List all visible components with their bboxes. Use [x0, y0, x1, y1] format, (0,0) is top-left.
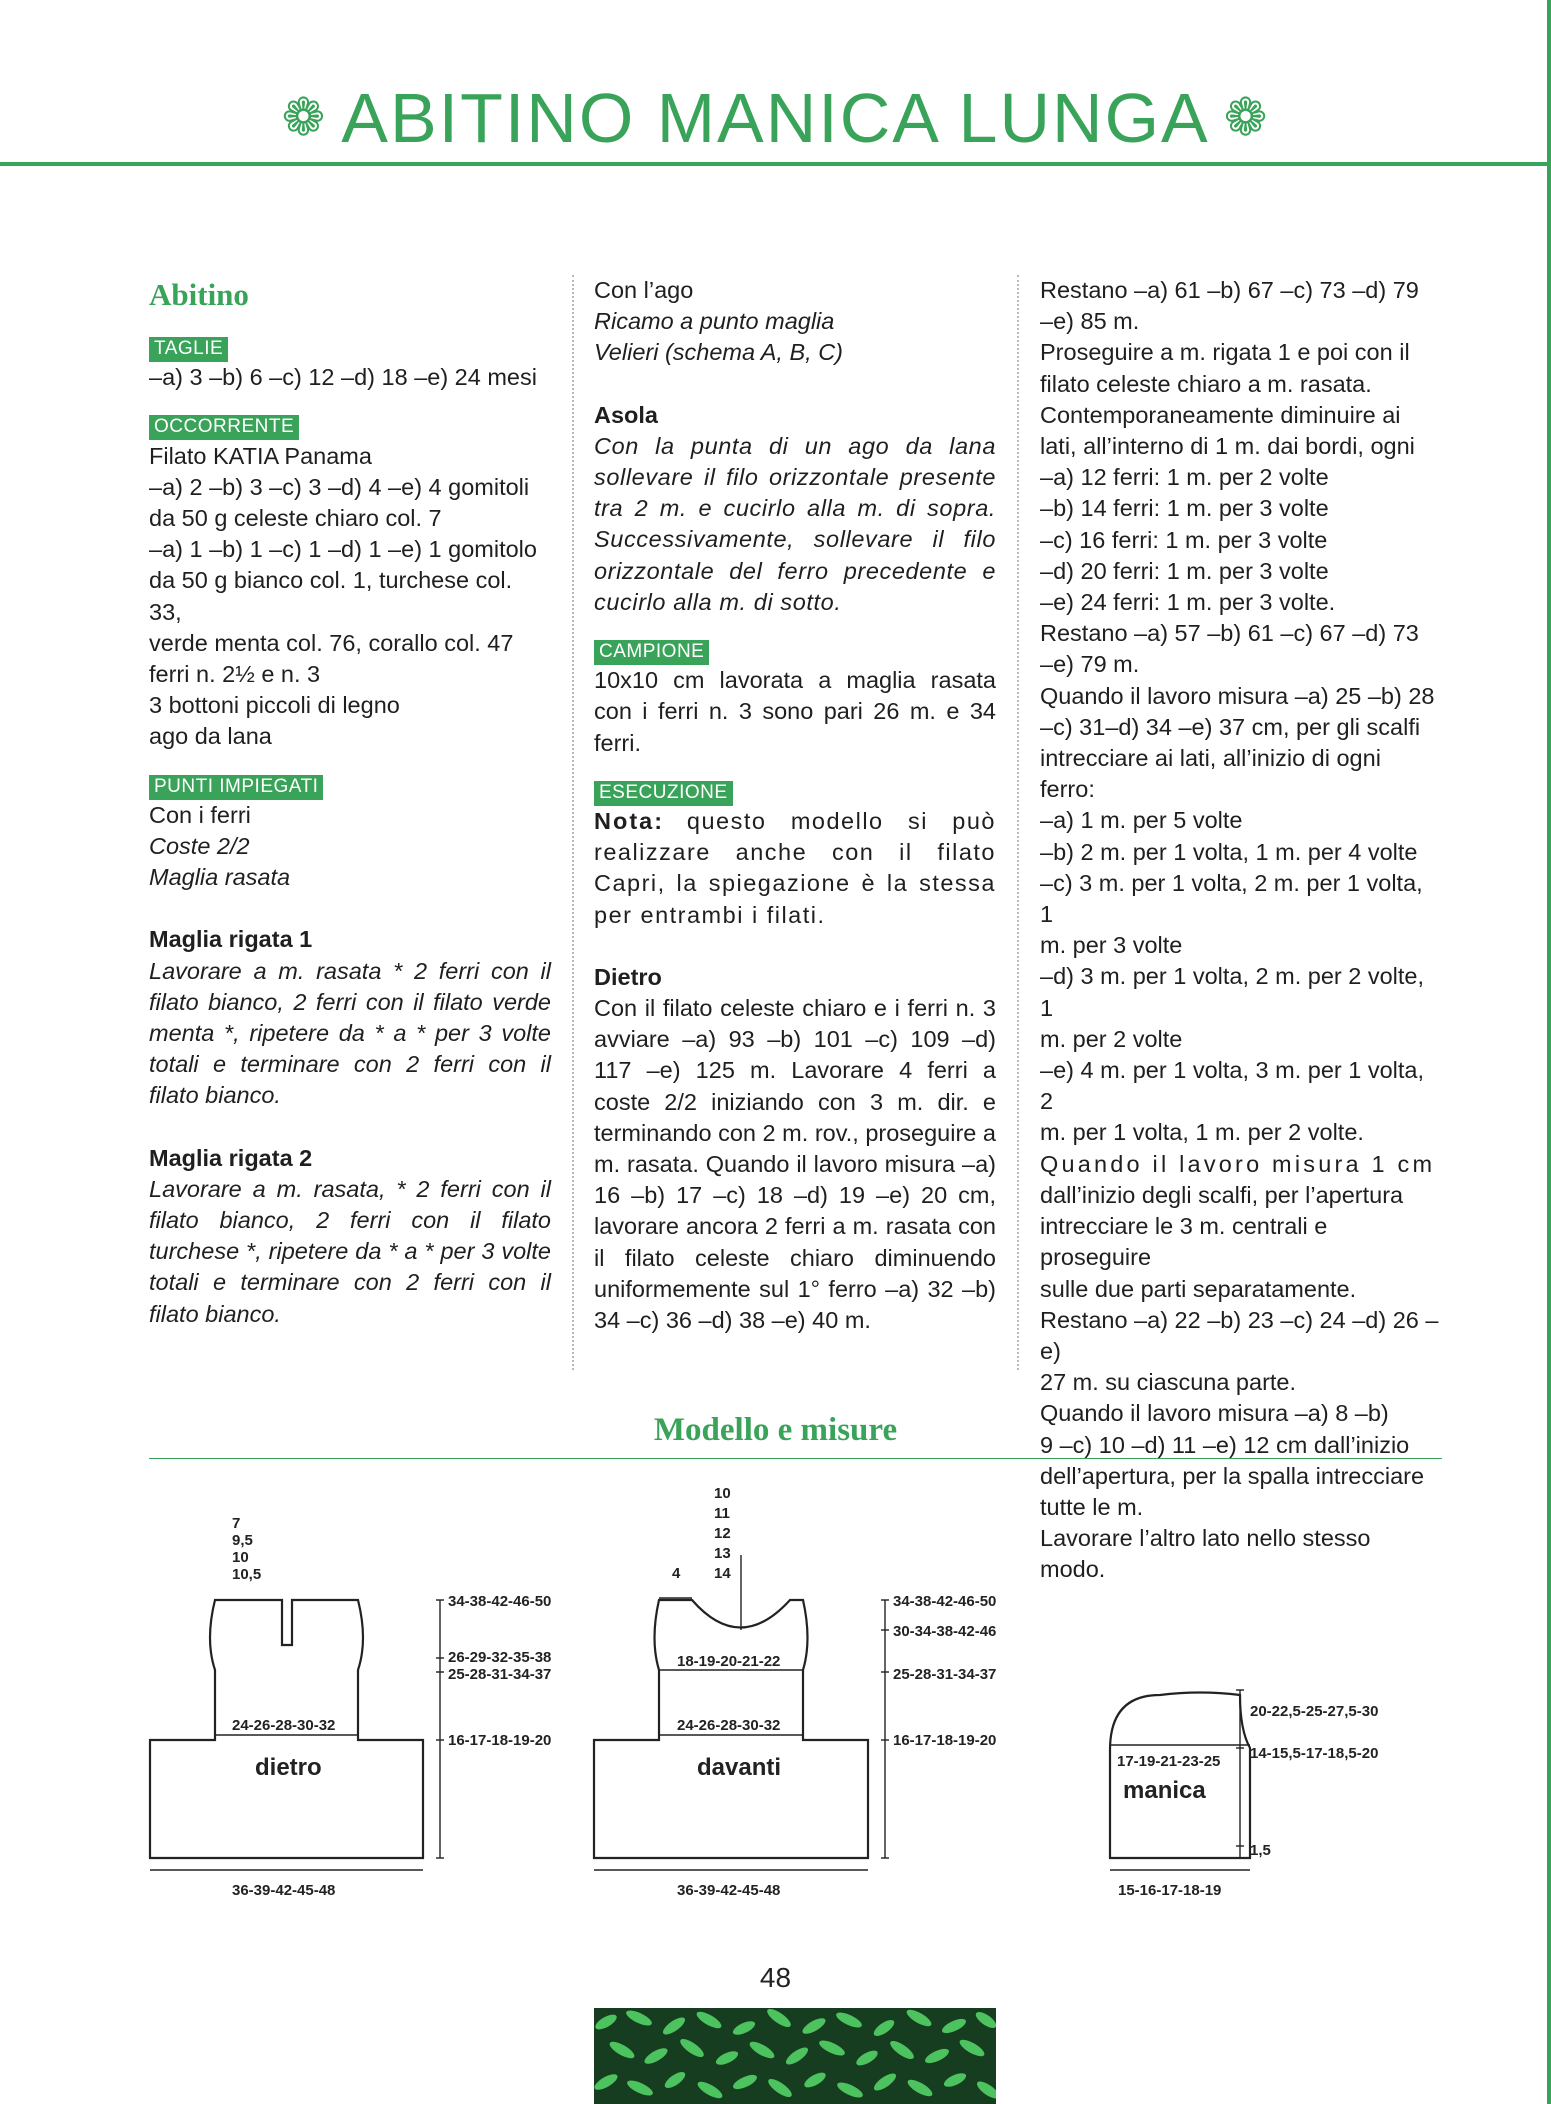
- text-line: m. per 3 volte: [1040, 932, 1183, 959]
- dietro-text: Con il filato celeste chiaro e i ferri n. 3 avviare –a) 93 –b) 101 –c) 109 –d) 117 –e) 125 m. Lavorare 4 ferri a coste 2/2 iniziando con 3 m. dir. e terminando con 2 m. rov., proseguire a m. rasata. Quando il lavoro misura –a) 16 –b) 17 –c) 18 –d) 19 –e) 20 cm, lavorare ancora 2 ferri a m. rasata con il filato celeste chiaro diminuendo uniformemente sul 1° ferro –a) 32 –b) 34 –c) 36 –d) 38 –e) 40 m.: [594, 995, 996, 1334]
- text-line: m. per 2 volte: [1040, 1025, 1183, 1052]
- davanti-width-top: 24-26-28-30-32: [677, 1717, 781, 1734]
- text-line: Restano –a) 22 –b) 23 –c) 24 –d) 26 –e): [1040, 1306, 1439, 1364]
- text-line: m. per 1 volta, 1 m. per 2 volte.: [1040, 1119, 1364, 1146]
- asola-title: Asola: [594, 401, 658, 428]
- dietro-h-opening: 26-29-32-35-38: [448, 1649, 552, 1666]
- occorrente-line: da 50 g celeste chiaro col. 7: [149, 505, 442, 532]
- dietro-neck-dim: 7: [232, 1515, 241, 1532]
- column-2: [594, 275, 996, 1336]
- rigata1-title: Maglia rigata 1: [149, 926, 313, 953]
- header-rule: [0, 162, 1551, 166]
- manica-width-top: 17-19-21-23-25: [1117, 1753, 1221, 1770]
- dietro-h-armhole: 25-28-31-34-37: [448, 1666, 552, 1683]
- rigata2-title: Maglia rigata 2: [149, 1144, 313, 1171]
- text-line: dell’apertura, per la spalla intrecciare: [1040, 1462, 1425, 1489]
- nota-text: questo modello si può realizzare anche con il filato Capri, la spiegazione è la stessa per entrambi i filati.: [594, 808, 996, 928]
- rigata2-text: Lavorare a m. rasata, * 2 ferri con il filato bianco, 2 ferri con il filato turchese *, ripetere da * a * per 3 volte totali e terminare con 2 ferri con il filato bianco.: [149, 1175, 551, 1327]
- model-section-rule: [149, 1458, 1442, 1459]
- occorrente-line: ferri n. 2½ e n. 3: [149, 661, 321, 688]
- davanti-label: davanti: [697, 1754, 782, 1781]
- occorrente-line: –a) 2 –b) 3 –c) 3 –d) 4 –e) 4 gomitoli: [149, 473, 530, 500]
- ago-text: Con l’ago: [594, 277, 694, 303]
- column-3: [1040, 275, 1442, 1586]
- nota-label: Nota:: [594, 808, 665, 835]
- tag-campione: CAMPIONE: [594, 640, 709, 665]
- davanti-neck-depth: 10: [714, 1485, 731, 1502]
- davanti-width-bottom: 36-39-42-45-48: [677, 1882, 781, 1899]
- text-line: lati, all’interno di 1 m. dai bordi, ogni: [1040, 433, 1415, 460]
- dietro-width-top: 24-26-28-30-32: [232, 1717, 336, 1734]
- text-line: dall’inizio degli scalfi, per l’apertura: [1040, 1181, 1404, 1208]
- text-line: –c) 3 m. per 1 volta, 2 m. per 1 volta, 1: [1040, 869, 1423, 928]
- manica-h-total: 20-22,5-25-27,5-30: [1250, 1703, 1379, 1720]
- text-line: –e) 85 m.: [1040, 308, 1140, 335]
- dietro-neck-dim: 10: [232, 1549, 249, 1566]
- davanti-h-body: 16-17-18-19-20: [893, 1732, 997, 1749]
- text-line: –e) 4 m. per 1 volta, 3 m. per 1 volta, 2: [1040, 1057, 1425, 1115]
- text-line: intrecciare ai lati, all’inizio di ogni ferro:: [1040, 745, 1381, 803]
- tag-occorrente: OCCORRENTE: [149, 415, 299, 440]
- tag-esecuzione: ESECUZIONE: [594, 781, 733, 806]
- model-section-title: Modello e misure: [653, 1412, 898, 1448]
- text-line: Lavorare l’altro lato nello stesso modo.: [1040, 1525, 1371, 1583]
- text-line: –e) 24 ferri: 1 m. per 3 volte.: [1040, 589, 1336, 616]
- text-line: –c) 16 ferri: 1 m. per 3 volte: [1040, 526, 1328, 553]
- manica-label: manica: [1123, 1777, 1206, 1804]
- pattern-diagrams: [0, 1480, 1551, 1920]
- manica-outline: [1110, 1693, 1250, 1859]
- column-separator: [572, 275, 574, 1370]
- davanti-h-armhole: 25-28-31-34-37: [893, 1666, 997, 1683]
- punti-rasata: Maglia rasata: [149, 864, 291, 891]
- occorrente-line: verde menta col. 76, corallo col. 47: [149, 629, 514, 656]
- occorrente-line: 3 bottoni piccoli di legno: [149, 692, 400, 719]
- dietro-neck-dim: 10,5: [232, 1566, 262, 1583]
- text-line: Quando il lavoro misura –a) 8 –b): [1040, 1400, 1389, 1427]
- text-line: –a) 12 ferri: 1 m. per 2 volte: [1040, 464, 1329, 491]
- text-line: –a) 1 m. per 5 volte: [1040, 807, 1243, 834]
- text-line: –d) 3 m. per 1 volta, 2 m. per 2 volte, 1: [1040, 963, 1425, 1021]
- davanti-neck-depth: 12: [714, 1525, 731, 1542]
- text-line: Contemporaneamente diminuire ai: [1040, 401, 1401, 428]
- davanti-h-total: 34-38-42-46-50: [893, 1593, 997, 1610]
- dietro-neck-dim: 9,5: [232, 1532, 253, 1549]
- text-line: 9 –c) 10 –d) 11 –e) 12 cm dall’inizio: [1040, 1431, 1410, 1458]
- tag-punti-impiegati: PUNTI IMPIEGATI: [149, 775, 323, 800]
- davanti-neck-depth: 11: [714, 1505, 730, 1522]
- manica-h-body: 14-15,5-17-18,5-20: [1250, 1745, 1379, 1762]
- manica-width-bottom: 15-16-17-18-19: [1118, 1882, 1222, 1899]
- occorrente-line: –a) 1 –b) 1 –c) 1 –d) 1 –e) 1 gomitolo: [149, 536, 537, 563]
- column-separator: [1017, 275, 1019, 1370]
- taglie-text: –a) 3 –b) 6 –c) 12 –d) 18 –e) 24 mesi: [149, 364, 537, 391]
- davanti-neck-depth: 14: [714, 1565, 731, 1582]
- text-line: Restano –a) 57 –b) 61 –c) 67 –d) 73: [1040, 620, 1419, 647]
- flower-ornament-left-icon: ❁: [281, 88, 328, 147]
- text-line: tutte le m.: [1040, 1493, 1144, 1520]
- dietro-h-total: 34-38-42-46-50: [448, 1593, 552, 1610]
- davanti-neck-depth: 13: [714, 1545, 731, 1562]
- campione-text: 10x10 cm lavorata a maglia rasata con i ferri n. 3 sono pari 26 m. e 34 ferri.: [594, 667, 996, 756]
- manica-h-cuff: 1,5: [1250, 1842, 1271, 1859]
- text-line: sulle due parti separatamente.: [1040, 1275, 1357, 1302]
- text-line: –e) 79 m.: [1040, 651, 1140, 678]
- dietro-label: dietro: [255, 1754, 322, 1781]
- occorrente-line: ago da lana: [149, 723, 272, 750]
- punti-coste: Coste 2/2: [149, 833, 250, 860]
- text-line: –b) 2 m. per 1 volta, 1 m. per 4 volte: [1040, 838, 1418, 865]
- davanti-shoulder-dim: 4: [672, 1565, 681, 1582]
- dietro-title: Dietro: [594, 963, 662, 990]
- dietro-width-bottom: 36-39-42-45-48: [232, 1882, 336, 1899]
- text-line: intrecciare le 3 m. centrali e proseguire: [1040, 1213, 1328, 1271]
- page-title-text: ABITINO MANICA LUNGA: [341, 79, 1210, 157]
- rigata1-text: Lavorare a m. rasata * 2 ferri con il filato bianco, 2 ferri con il filato verde menta *, ripetere da * a * per 3 volte totali e terminare con 2 ferri con il filato bianco.: [149, 957, 551, 1109]
- flower-ornament-right-icon: ❁: [1223, 88, 1270, 147]
- tag-taglie: TAGLIE: [149, 337, 228, 362]
- occorrente-line: da 50 g bianco col. 1, turchese col. 33,: [149, 567, 513, 625]
- occorrente-line: Filato KATIA Panama: [149, 442, 372, 469]
- text-line: filato celeste chiaro a m. rasata.: [1040, 370, 1372, 397]
- text-line: –c) 31–d) 34 –e) 37 cm, per gli scalfi: [1040, 713, 1421, 740]
- asola-text: Con la punta di un ago da lana sollevare il filo orizzontale presente tra 2 m. e cucirlo alla m. di sopra. Successivamente, sollevare il filo orizzontale del ferro precedente e cucirlo alla m. di sotto.: [594, 432, 996, 615]
- page-number: 48: [759, 1962, 792, 1993]
- dietro-h-body: 16-17-18-19-20: [448, 1732, 552, 1749]
- text-line: Restano –a) 61 –b) 67 –c) 73 –d) 79: [1040, 277, 1419, 303]
- text-line: –b) 14 ferri: 1 m. per 3 volte: [1040, 495, 1329, 522]
- text-line: Quando il lavoro misura 1 cm: [1040, 1150, 1436, 1177]
- page-title: [0, 70, 1551, 172]
- velieri-text: Velieri (schema A, B, C): [594, 339, 843, 366]
- text-line: Quando il lavoro misura –a) 25 –b) 28: [1040, 682, 1435, 709]
- davanti-neck-width: 18-19-20-21-22: [677, 1653, 781, 1670]
- text-line: 27 m. su ciascuna parte.: [1040, 1369, 1297, 1396]
- column-1: [149, 275, 551, 1330]
- punti-ferri: Con i ferri: [149, 801, 251, 828]
- ricamo-text: Ricamo a punto maglia: [594, 308, 835, 335]
- text-line: Proseguire a m. rigata 1 e poi con il: [1040, 339, 1410, 366]
- davanti-h-neck: 30-34-38-42-46: [893, 1623, 997, 1640]
- knit-texture-image: [594, 2008, 996, 2104]
- text-line: –d) 20 ferri: 1 m. per 3 volte: [1040, 557, 1329, 584]
- section-heading-abitino: Abitino: [149, 277, 249, 312]
